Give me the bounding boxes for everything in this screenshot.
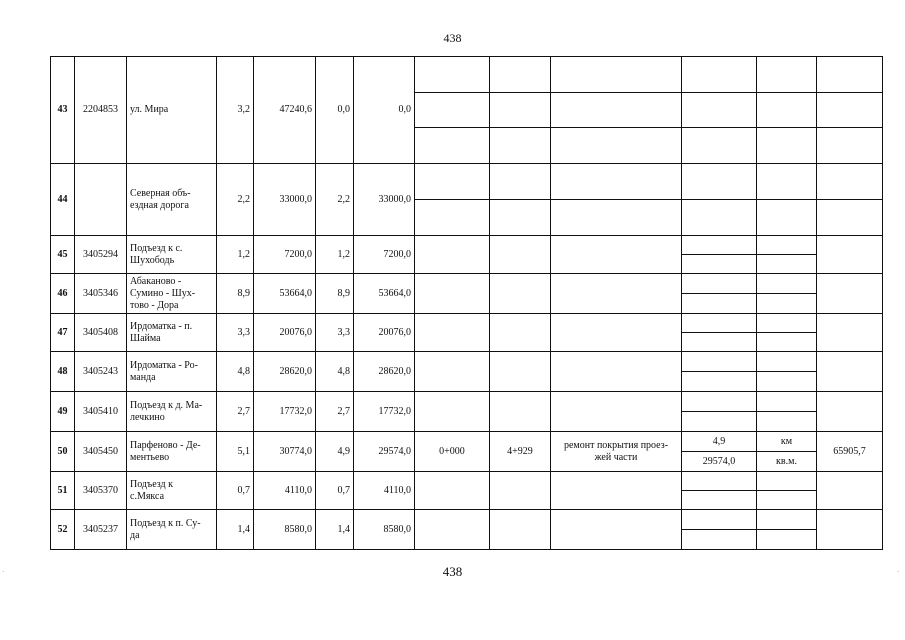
to-km-part xyxy=(490,200,550,235)
work-description-part xyxy=(551,57,681,93)
unit xyxy=(757,314,817,352)
work-description-part xyxy=(551,164,681,200)
quantity-part xyxy=(682,491,756,509)
road-area-2: 0,0 xyxy=(354,57,415,164)
work-description xyxy=(551,352,682,392)
to-km: 4+929 xyxy=(490,432,551,472)
table-row xyxy=(51,472,883,510)
road-code: 3405410 xyxy=(75,392,127,432)
unit-part xyxy=(757,491,816,509)
unit-part xyxy=(757,392,816,412)
unit-part: кв.м. xyxy=(776,455,797,467)
row-number: 46 xyxy=(51,274,75,314)
road-area-2: 29574,0 xyxy=(354,432,415,472)
row-number: 49 xyxy=(51,392,75,432)
quantity xyxy=(682,164,757,236)
cost: 65905,7 xyxy=(817,432,883,472)
table-body xyxy=(51,57,883,550)
road-name: Ирдоматка - Ро- манда xyxy=(127,352,217,392)
work-description: ремонт покрытия проез- жей части xyxy=(551,432,682,472)
quantity-part xyxy=(682,93,756,129)
road-area-2: 20076,0 xyxy=(354,314,415,352)
from-km xyxy=(415,472,490,510)
row-number: 52 xyxy=(51,510,75,550)
quantity xyxy=(682,352,757,392)
unit xyxy=(757,510,817,550)
cost xyxy=(817,392,883,432)
work-description-part xyxy=(551,128,681,163)
cost-part xyxy=(817,128,882,163)
to-km xyxy=(490,510,551,550)
unit-part xyxy=(757,255,816,273)
road-code: 3405346 xyxy=(75,274,127,314)
quantity-part xyxy=(682,128,756,163)
road-area-2: 53664,0 xyxy=(354,274,415,314)
from-km xyxy=(415,510,490,550)
to-km-part xyxy=(490,164,550,200)
unit xyxy=(757,352,817,392)
quantity-part xyxy=(682,57,756,93)
unit xyxy=(757,57,817,164)
road-length-2: 2,2 xyxy=(316,164,354,236)
table-row xyxy=(51,164,883,236)
cost xyxy=(817,236,883,274)
quantity xyxy=(682,432,757,472)
unit xyxy=(757,432,817,472)
work-description-part xyxy=(551,200,681,235)
to-km xyxy=(490,274,551,314)
quantity xyxy=(682,314,757,352)
road-length-2: 8,9 xyxy=(316,274,354,314)
quantity-part xyxy=(682,372,756,391)
road-area: 17732,0 xyxy=(254,392,316,432)
from-km xyxy=(415,57,490,164)
quantity-part xyxy=(682,274,756,294)
cost-part xyxy=(817,57,882,93)
row-number: 51 xyxy=(51,472,75,510)
road-length-2: 2,7 xyxy=(316,392,354,432)
row-number: 43 xyxy=(51,57,75,164)
to-km xyxy=(490,57,551,164)
from-km xyxy=(415,164,490,236)
table-row xyxy=(51,314,883,352)
quantity-part xyxy=(682,510,756,530)
unit xyxy=(757,472,817,510)
row-number: 44 xyxy=(51,164,75,236)
road-area: 33000,0 xyxy=(254,164,316,236)
road-area-2: 33000,0 xyxy=(354,164,415,236)
road-code xyxy=(75,164,127,236)
quantity-part xyxy=(682,530,756,549)
road-length-2: 0,7 xyxy=(316,472,354,510)
work-description xyxy=(551,392,682,432)
row-number: 48 xyxy=(51,352,75,392)
quantity-part xyxy=(682,314,756,333)
road-length: 0,7 xyxy=(217,472,254,510)
quantity-part xyxy=(682,236,756,255)
cost-part xyxy=(817,200,882,235)
cost xyxy=(817,510,883,550)
road-area-2: 28620,0 xyxy=(354,352,415,392)
work-description xyxy=(551,274,682,314)
unit-part xyxy=(757,412,816,431)
quantity-part xyxy=(682,294,756,313)
road-area-2: 7200,0 xyxy=(354,236,415,274)
table-row xyxy=(51,510,883,550)
road-length: 8,9 xyxy=(217,274,254,314)
road-code: 3405237 xyxy=(75,510,127,550)
table-row xyxy=(51,236,883,274)
road-length-2: 3,3 xyxy=(316,314,354,352)
road-area: 8580,0 xyxy=(254,510,316,550)
road-name: ул. Мира xyxy=(127,57,217,164)
quantity-part xyxy=(682,164,756,200)
road-area: 7200,0 xyxy=(254,236,316,274)
edge-mark-left: · xyxy=(2,568,5,576)
from-km xyxy=(415,352,490,392)
road-area: 30774,0 xyxy=(254,432,316,472)
from-km xyxy=(415,314,490,352)
road-area-2: 8580,0 xyxy=(354,510,415,550)
quantity xyxy=(682,236,757,274)
quantity-part xyxy=(682,392,756,412)
from-km xyxy=(415,236,490,274)
road-area-2: 4110,0 xyxy=(354,472,415,510)
road-name: Подъезд к с.Мякса xyxy=(127,472,217,510)
road-name: Абаканово - Сумино - Шух- тово - Дора xyxy=(127,274,217,314)
quantity-part xyxy=(682,412,756,431)
quantity-part xyxy=(682,200,756,235)
quantity xyxy=(682,392,757,432)
from-km xyxy=(415,274,490,314)
unit-part xyxy=(757,372,816,391)
road-code: 3405294 xyxy=(75,236,127,274)
unit xyxy=(757,236,817,274)
road-name: Ирдоматка - п. Шайма xyxy=(127,314,217,352)
road-area: 47240,6 xyxy=(254,57,316,164)
unit-part xyxy=(757,333,816,351)
road-length: 3,2 xyxy=(217,57,254,164)
cost xyxy=(817,274,883,314)
from-km-part xyxy=(415,93,489,129)
unit-part xyxy=(757,314,816,333)
from-km-part xyxy=(415,200,489,235)
unit-part xyxy=(757,352,816,372)
to-km xyxy=(490,472,551,510)
unit-part xyxy=(757,472,816,491)
from-km xyxy=(415,392,490,432)
work-description xyxy=(551,164,682,236)
roads-table xyxy=(50,56,883,550)
to-km-part xyxy=(490,128,550,163)
road-length: 4,8 xyxy=(217,352,254,392)
to-km xyxy=(490,314,551,352)
work-description xyxy=(551,472,682,510)
unit-part xyxy=(757,510,816,530)
work-description-part xyxy=(551,93,681,129)
road-code: 3405408 xyxy=(75,314,127,352)
road-code: 2204853 xyxy=(75,57,127,164)
road-name: Подъезд к п. Су- да xyxy=(127,510,217,550)
unit-part xyxy=(757,294,816,313)
work-description xyxy=(551,314,682,352)
table-row xyxy=(51,352,883,392)
quantity xyxy=(682,274,757,314)
road-area-2: 17732,0 xyxy=(354,392,415,432)
to-km xyxy=(490,236,551,274)
row-number: 47 xyxy=(51,314,75,352)
quantity-part xyxy=(682,333,756,351)
road-area: 4110,0 xyxy=(254,472,316,510)
unit xyxy=(757,274,817,314)
quantity-part: 4,9 xyxy=(682,432,756,452)
quantity-part xyxy=(682,472,756,491)
road-code: 3405243 xyxy=(75,352,127,392)
cost xyxy=(817,164,883,236)
cost xyxy=(817,352,883,392)
road-area: 53664,0 xyxy=(254,274,316,314)
page-number-top: 438 xyxy=(443,31,462,45)
unit-part xyxy=(757,274,816,294)
unit-part xyxy=(757,164,816,200)
to-km xyxy=(490,164,551,236)
unit-part xyxy=(757,530,816,549)
work-description xyxy=(551,57,682,164)
unit xyxy=(757,392,817,432)
road-length: 5,1 xyxy=(217,432,254,472)
table-row xyxy=(51,274,883,314)
road-name: Подъезд к д. Ма- лечкино xyxy=(127,392,217,432)
road-area: 20076,0 xyxy=(254,314,316,352)
road-length-2: 4,8 xyxy=(316,352,354,392)
quantity-part xyxy=(682,352,756,372)
road-area: 28620,0 xyxy=(254,352,316,392)
road-length: 2,2 xyxy=(217,164,254,236)
from-km-part xyxy=(415,128,489,163)
to-km-part xyxy=(490,57,550,93)
road-length-2: 4,9 xyxy=(316,432,354,472)
road-length-2: 0,0 xyxy=(316,57,354,164)
unit xyxy=(757,164,817,236)
table-row xyxy=(51,57,883,164)
quantity xyxy=(682,57,757,164)
cost-part xyxy=(817,93,882,129)
to-km-part xyxy=(490,93,550,129)
edge-mark-right: · xyxy=(897,568,900,576)
unit-part xyxy=(757,128,816,163)
road-length: 1,4 xyxy=(217,510,254,550)
quantity-part: 29574,0 xyxy=(702,455,736,467)
cost xyxy=(817,472,883,510)
table-row xyxy=(51,432,883,472)
work-description xyxy=(551,510,682,550)
road-name: Подъезд к с. Шухободь xyxy=(127,236,217,274)
unit-part xyxy=(757,57,816,93)
table-row xyxy=(51,392,883,432)
road-name: Северная объ- ездная дорога xyxy=(127,164,217,236)
cost-part xyxy=(817,164,882,200)
unit-part xyxy=(757,93,816,129)
row-number: 50 xyxy=(51,432,75,472)
road-length: 1,2 xyxy=(217,236,254,274)
road-length: 3,3 xyxy=(217,314,254,352)
road-code: 3405370 xyxy=(75,472,127,510)
quantity-part xyxy=(682,255,756,273)
to-km xyxy=(490,352,551,392)
from-km-part xyxy=(415,57,489,93)
road-length-2: 1,4 xyxy=(316,510,354,550)
from-km-part xyxy=(415,164,489,200)
quantity xyxy=(682,472,757,510)
road-name: Парфеново - Де- ментьево xyxy=(127,432,217,472)
road-length: 2,7 xyxy=(217,392,254,432)
unit-part xyxy=(757,236,816,255)
row-number: 45 xyxy=(51,236,75,274)
from-km: 0+000 xyxy=(415,432,490,472)
cost xyxy=(817,314,883,352)
work-description xyxy=(551,236,682,274)
unit-part: км xyxy=(757,432,816,452)
cost xyxy=(817,57,883,164)
page-number-bottom: 438 xyxy=(442,564,463,579)
road-code: 3405450 xyxy=(75,432,127,472)
unit-part xyxy=(757,200,816,235)
quantity xyxy=(682,510,757,550)
to-km xyxy=(490,392,551,432)
road-length-2: 1,2 xyxy=(316,236,354,274)
